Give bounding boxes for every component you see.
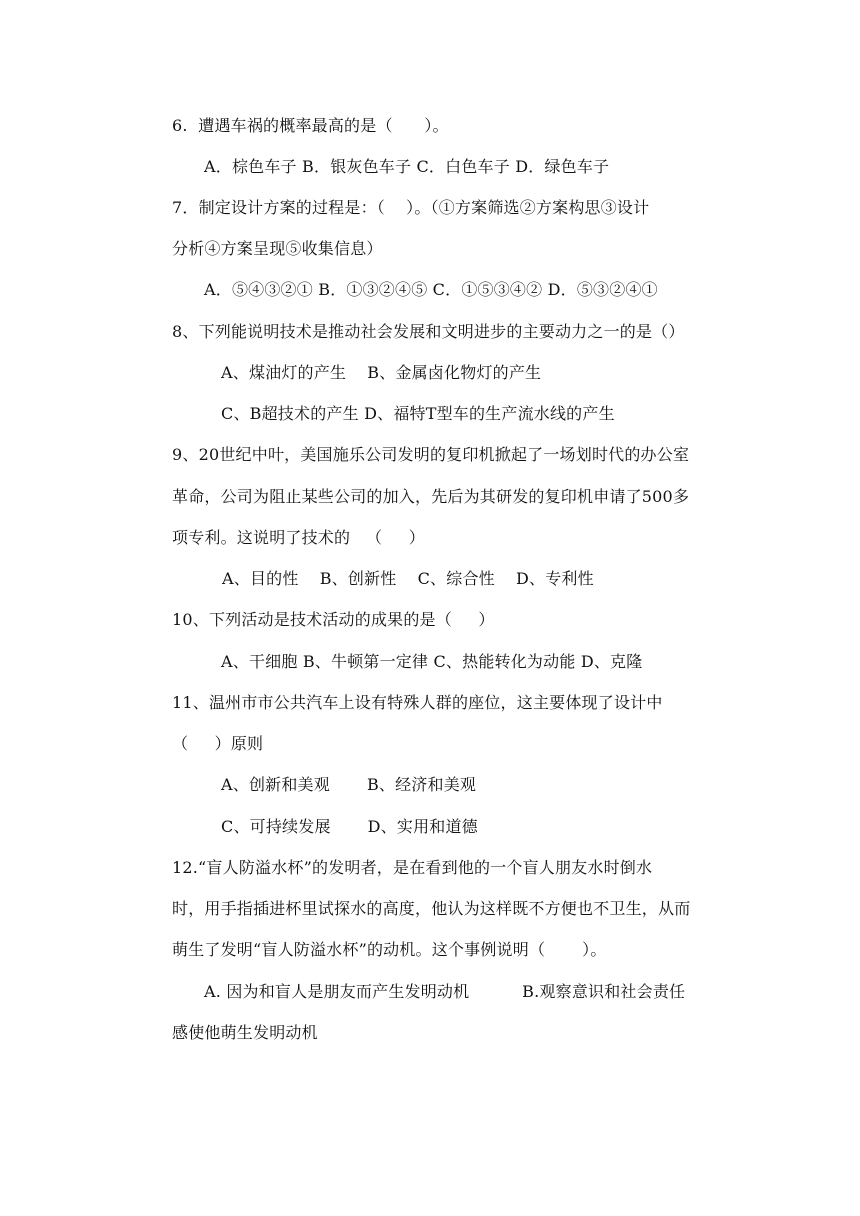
question-11-options-line-2: C、可持续发展 D、实用和道德: [221, 817, 478, 836]
question-11-options-line-1: A、创新和美观 B、经济和美观: [221, 775, 477, 794]
question-8-options-line-1: A、煤油灯的产生 B、金属卤化物灯的产生: [221, 363, 542, 382]
question-12-stem-line-1: 12.“盲人防溢水杯”的发明者，是在看到他的一个盲人朋友水时倒水: [172, 858, 653, 877]
question-8-stem: 8、下列能说明技术是推动社会发展和文明进步的主要动力之一的是（）: [172, 322, 685, 341]
question-9-stem-line-3: 项专利。这说明了技术的 （ ）: [172, 528, 425, 547]
question-8-options-line-2: C、B超技术的产生 D、福特T型车的生产流水线的产生: [221, 404, 615, 423]
question-6-options: A．棕色车子 B．银灰色车子 C．白色车子 D．绿色车子: [204, 157, 610, 176]
question-7-stem-line-1: 7．制定设计方案的过程是：（ ）。（①方案筛选②方案构思③设计: [172, 198, 650, 217]
question-10-stem: 10、下列活动是技术活动的成果的是（ ）: [172, 610, 495, 629]
question-9-options: A、目的性 B、创新性 C、综合性 D、专利性: [222, 569, 594, 588]
question-9-stem-line-1: 9、20世纪中叶，美国施乐公司发明的复印机掀起了一场划时代的办公室: [172, 445, 690, 464]
question-11-stem-line-2: （ ）原则: [172, 734, 264, 753]
question-12-stem-line-3: 萌生了发明“盲人防溢水杯”的动机。这个事例说明（ ）。: [172, 940, 607, 959]
question-12-stem-line-2: 时，用手指插进杯里试探水的高度，他认为这样既不方便也不卫生，从而: [172, 899, 691, 918]
question-7-options: A．⑤④③②① B．①③②④⑤ C．①⑤③④② D．⑤③②④①: [204, 280, 658, 299]
question-7-stem-line-2: 分析④方案呈现⑤收集信息）: [172, 239, 383, 258]
question-12-options-line-2: 感使他萌生发明动机: [172, 1023, 318, 1042]
question-10-options: A、干细胞 B、牛顿第一定律 C、热能转化为动能 D、克隆: [221, 652, 643, 671]
question-12-options-line-1: A. 因为和盲人是朋友而产生发明动机 B.观察意识和社会责任: [204, 982, 686, 1001]
question-6-stem: 6. 遭遇车祸的概率最高的是（ ）。: [172, 116, 449, 135]
question-11-stem-line-1: 11、温州市市公共汽车上设有特殊人群的座位，这主要体现了设计中: [172, 693, 663, 712]
question-9-stem-line-2: 革命，公司为阻止某些公司的加入，先后为其研发的复印机申请了500多: [172, 487, 690, 506]
